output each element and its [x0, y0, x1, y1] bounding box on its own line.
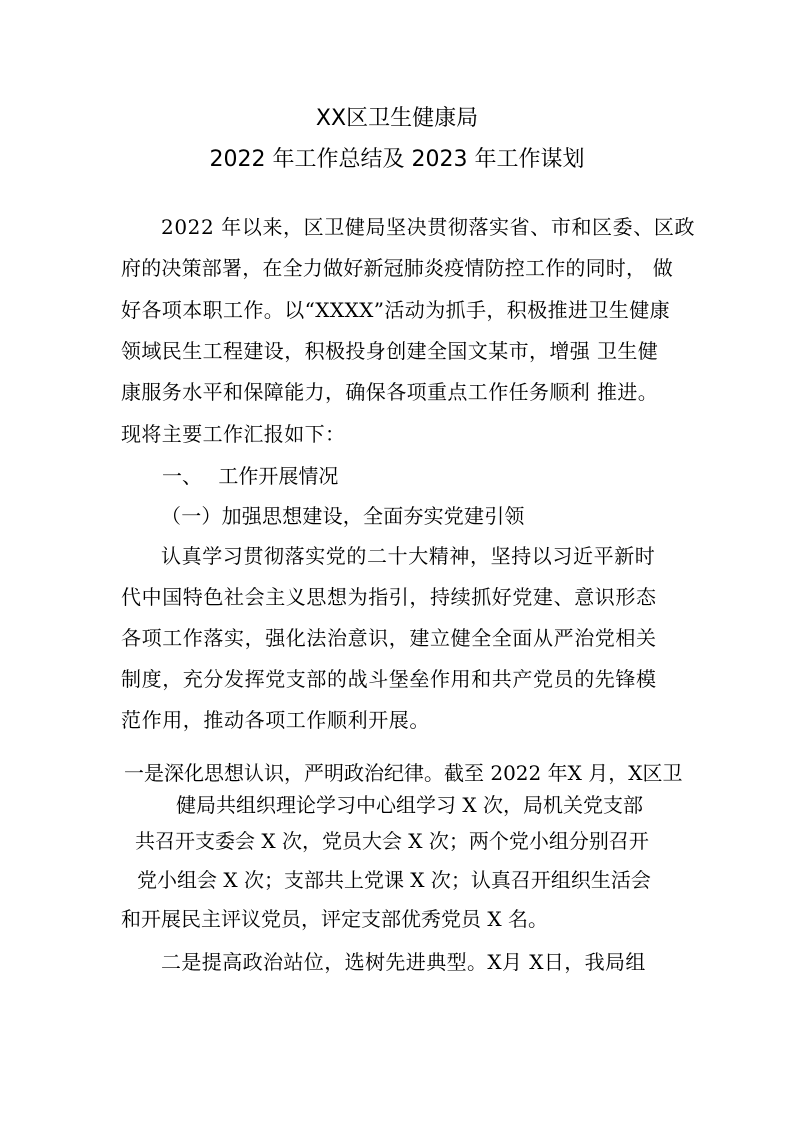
body-line: 2022 年以来，区卫健局坚决贯彻落实省、市和区委、区政	[161, 215, 696, 239]
subsection-heading: （一）加强思想建设，全面夯实党建引领	[161, 504, 525, 528]
body-line: 和开展民主评议党员，评定支部优秀党员 X 名。	[121, 907, 548, 931]
document-subtitle: 2022 年工作总结及 2023 年工作谋划	[209, 147, 585, 172]
body-line: 认真学习贯彻落实党的二十大精神，坚持以习近平新时	[161, 544, 656, 568]
body-line: 现将主要工作汇报如下：	[121, 422, 346, 446]
body-line: 共召开支委会 X 次，党员大会 X 次；两个党小组分别召开	[135, 829, 649, 853]
body-line: 府的决策部署，在全力做好新冠肺炎疫情防控工作的同时， 做	[121, 256, 673, 280]
body-line: 制度，充分发挥党支部的战斗堡垒作用和共产党员的先锋模	[121, 667, 657, 691]
body-line: 各项工作落实，强化法治意识，建立健全全面从严治党相关	[121, 626, 657, 650]
document-title: XX区卫生健康局	[315, 106, 479, 131]
body-line: 领域民生工程建设，积极投身创建全国文某市，增强 卫生健	[121, 339, 659, 363]
body-line: 党小组会 X 次；支部共上党课 X 次；认真召开组织生活会	[137, 868, 651, 892]
body-line: 范作用，推动各项工作顺利开展。	[121, 708, 430, 732]
body-line: 康服务水平和保障能力，确保各项重点工作任务顺利 推进。	[121, 380, 659, 404]
body-line: 二是提高政治站位，选树先进典型。X月 X日，我局组	[161, 950, 646, 974]
section-heading: 一、 工作开展情况	[162, 464, 339, 488]
body-line: 好各项本职工作。以“XXXX”活动为抓手，积极推进卫生健康	[121, 298, 671, 322]
body-line: 健局共组织理论学习中心组学习 X 次，局机关党支部	[176, 793, 643, 817]
body-line: 代中国特色社会主义思想为指引，持续抓好党建、意识形态	[121, 585, 657, 609]
body-line: 一是深化思想认识，严明政治纪律。截至 2022 年X 月，X区卫	[124, 761, 683, 785]
